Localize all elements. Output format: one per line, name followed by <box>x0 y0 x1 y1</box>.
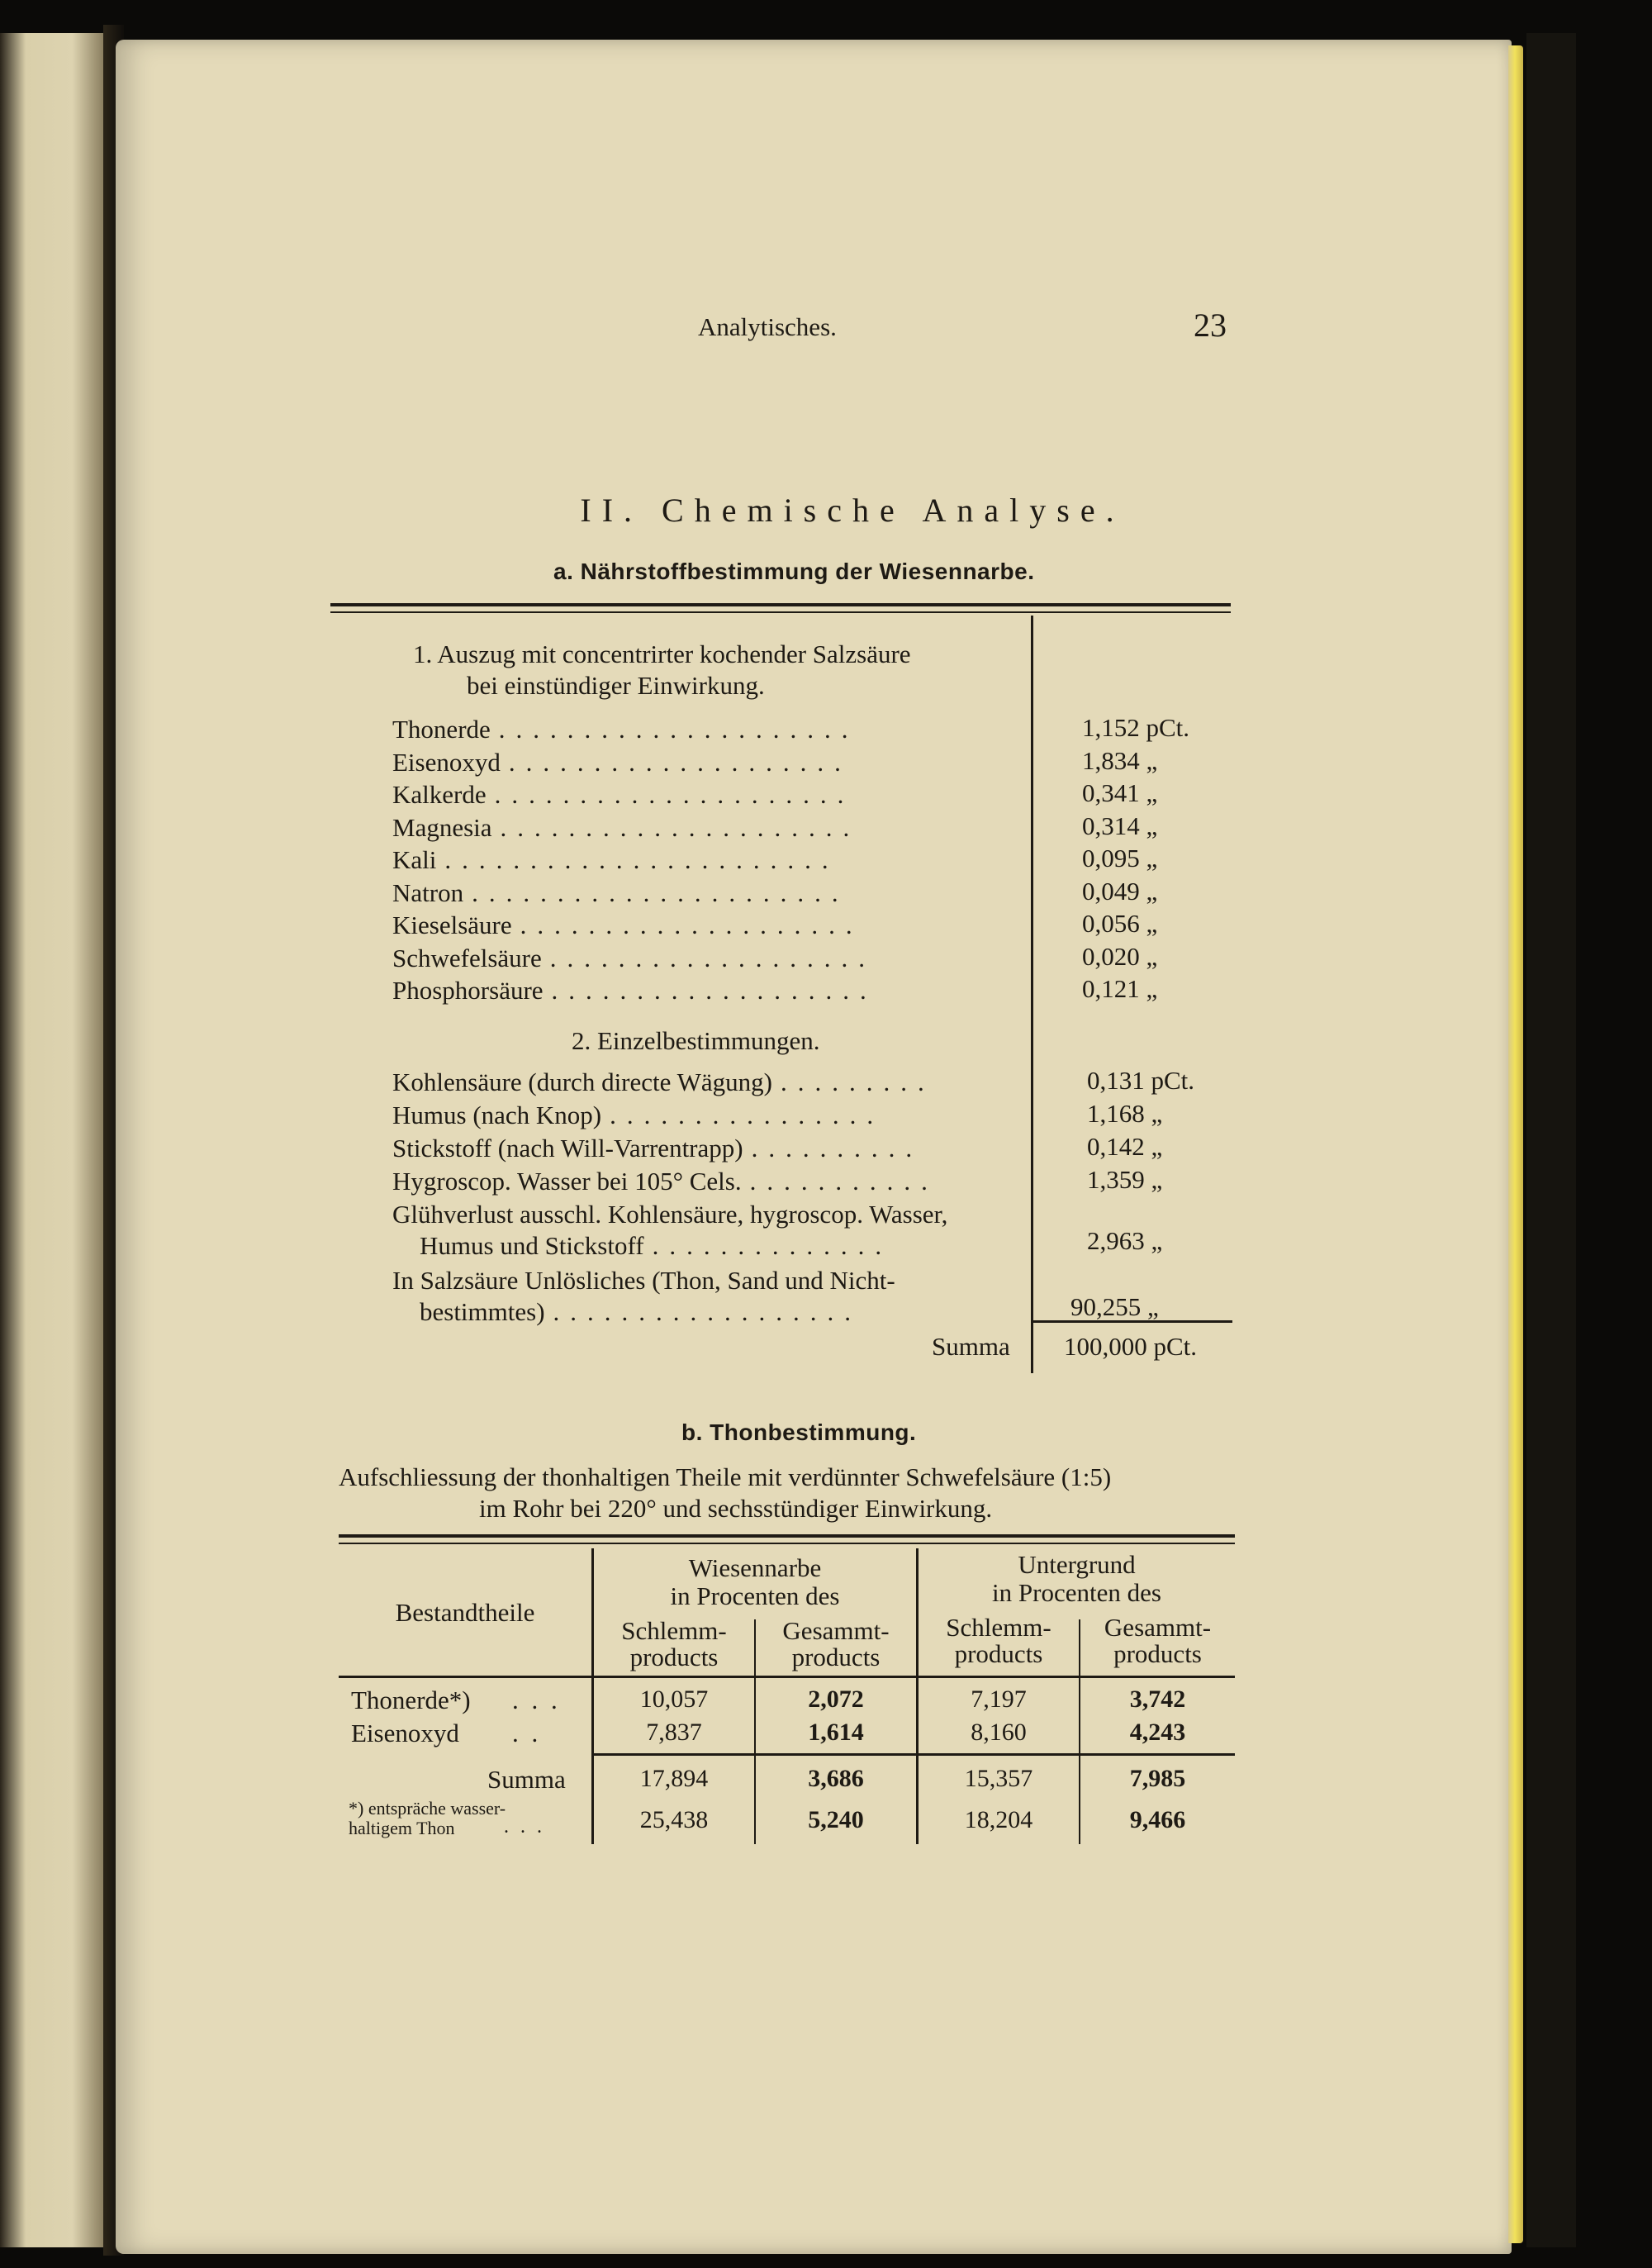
leader-dots: .................... <box>508 748 852 777</box>
table-cell-value: 1,614 <box>808 1719 864 1746</box>
ingredient-label: Natron <box>392 878 464 907</box>
table-cell-value: 7,985 <box>1129 1765 1186 1792</box>
page-number: 23 <box>1194 307 1227 344</box>
table-cell-value: 5,240 <box>808 1806 864 1833</box>
part-b-heading: b. Thonbestimmung. <box>681 1419 917 1445</box>
table-row-label: Thonerde*) <box>351 1686 471 1714</box>
determination-label-cont: Humus und Stickstoff <box>420 1231 644 1260</box>
summa-label: Summa <box>932 1332 1010 1361</box>
page-stack-edge <box>1508 45 1523 2243</box>
left-page-edge <box>0 33 103 2247</box>
leader-dots: . . <box>512 1719 542 1747</box>
leader-dots: ................... <box>549 944 876 972</box>
ingredient-value: 0,056 „ <box>1082 909 1158 938</box>
determination-value: 1,359 „ <box>1087 1165 1163 1194</box>
ingredient-value: 0,049 „ <box>1082 877 1158 906</box>
ingredient-label: Thonerde <box>392 715 491 744</box>
ingredient-value: 1,834 „ <box>1082 746 1158 775</box>
ingredient-value: 0,095 „ <box>1082 844 1158 872</box>
table-a-top-rule <box>330 603 1231 606</box>
col-bestandtheile: Bestandtheile <box>395 1598 535 1627</box>
table-b-top-rule-thin <box>339 1543 1235 1544</box>
sub-schlemm-w-1: Schlemm- <box>621 1616 727 1645</box>
ingredient-label: Phosphorsäure <box>392 976 544 1005</box>
group1-heading-line1: 1. Auszug mit concentrirter kochender Salzsäure <box>413 640 911 668</box>
book-cover <box>1526 33 1576 2247</box>
leader-dots: ..................... <box>500 813 861 842</box>
table-a-column-divider <box>1031 616 1033 1373</box>
determination-label: Stickstoff (nach Will-Varrentrapp) <box>392 1134 743 1163</box>
table-b-header-rule <box>339 1676 1235 1678</box>
leader-dots: .............. <box>652 1231 893 1260</box>
leader-dots: .................. <box>553 1297 862 1326</box>
leader-dots: .......... <box>751 1134 923 1163</box>
ingredient-label: Eisenoxyd <box>392 748 501 777</box>
ingredient-label: Kalkerde <box>392 780 487 809</box>
table-cell-value: 25,438 <box>639 1806 709 1833</box>
group2-heading: 2. Einzelbestimmungen. <box>572 1026 820 1055</box>
ingredient-value: 0,121 „ <box>1082 974 1158 1003</box>
table-cell-value: 4,243 <box>1129 1719 1186 1746</box>
table-b-top-rule <box>339 1534 1235 1538</box>
table-cell-value: 3,686 <box>808 1765 864 1792</box>
determination-value: 1,168 „ <box>1087 1099 1163 1128</box>
table-cell-value: 8,160 <box>971 1719 1027 1746</box>
section-title: II. Chemische Analyse. <box>580 492 1125 529</box>
table-cell-value: 3,742 <box>1129 1686 1186 1713</box>
part-b-intro-line1: Aufschliessung der thonhaltigen Theile mit verdünnter Schwefelsäure (1:5) <box>339 1462 1112 1491</box>
summa-value: 100,000 pCt. <box>1064 1332 1198 1361</box>
determination-label: Glühverlust ausschl. Kohlensäure, hygroscop. Wasser, <box>392 1200 948 1229</box>
determination-label: Hygroscop. Wasser bei 105° Cels. <box>392 1167 742 1196</box>
leader-dots: . . . <box>504 1816 545 1838</box>
leader-dots: ..................... <box>494 780 855 809</box>
determination-label: In Salzsäure Unlösliches (Thon, Sand und Nicht- <box>392 1266 895 1295</box>
table-cell-value: 10,057 <box>639 1686 709 1713</box>
determination-label: Humus (nach Knop) <box>392 1101 602 1129</box>
table-cell-value: 17,894 <box>639 1765 709 1792</box>
leader-dots: ..................... <box>498 715 859 744</box>
ingredient-label: Kieselsäure <box>392 911 512 939</box>
sub-schlemm-w-2: products <box>629 1643 719 1671</box>
sub-gesammt-w-2: products <box>791 1643 881 1671</box>
table-b-summa-rule <box>591 1753 1235 1756</box>
table-cell-value: 9,466 <box>1129 1806 1186 1833</box>
table-cell-value: 2,072 <box>808 1686 864 1713</box>
leader-dots: .................... <box>520 911 863 939</box>
sub-gesammt-u-2: products <box>1113 1639 1202 1668</box>
leader-dots: . . . <box>512 1686 561 1714</box>
ingredient-label: Magnesia <box>392 813 492 842</box>
table-a-top-rule-thin <box>330 611 1231 613</box>
determination-label-cont: bestimmtes) <box>420 1297 545 1326</box>
part-b-intro-line2: im Rohr bei 220° und sechsstündiger Einwirkung. <box>479 1494 993 1523</box>
part-a-heading: a. Nährstoffbestimmung der Wiesennarbe. <box>553 559 1035 584</box>
sub-schlemm-u-2: products <box>954 1639 1043 1668</box>
sub-schlemm-u-1: Schlemm- <box>946 1613 1051 1642</box>
leader-dots: ....................... <box>444 845 839 874</box>
footnote-label-line1: *) entspräche wasser- <box>349 1798 506 1819</box>
sub-gesammt-u-1: Gesammt- <box>1104 1613 1212 1642</box>
group-wiesennarbe-line1: Wiesennarbe <box>688 1553 822 1582</box>
leader-dots: ...................... <box>472 878 849 907</box>
sub-gesammt-w-1: Gesammt- <box>782 1616 890 1645</box>
leader-dots: ................... <box>551 976 877 1005</box>
leader-dots: ................ <box>610 1101 885 1129</box>
table-cell-value: 7,197 <box>971 1686 1027 1713</box>
determination-label: Kohlensäure (durch directe Wägung) <box>392 1067 772 1096</box>
leader-dots: ........... <box>749 1167 938 1196</box>
table-cell-value: 7,837 <box>646 1719 702 1746</box>
ingredient-value: 0,341 „ <box>1082 778 1158 807</box>
ingredient-value: 0,314 „ <box>1082 811 1158 840</box>
determination-value: 0,142 „ <box>1087 1132 1163 1161</box>
group-untergrund-line1: Untergrund <box>1018 1550 1136 1579</box>
running-title: Analytisches. <box>698 312 837 341</box>
group1-heading-line2: bei einstündiger Einwirkung. <box>467 671 765 700</box>
table-row-label: Eisenoxyd <box>351 1719 459 1747</box>
table-cell-value: 15,357 <box>964 1765 1033 1792</box>
group-wiesennarbe-line2: in Procenten des <box>670 1581 840 1610</box>
ingredient-label: Schwefelsäure <box>392 944 542 972</box>
determination-value: 90,255 „ <box>1070 1292 1159 1321</box>
table-row-label: Summa <box>487 1765 566 1794</box>
determination-value: 0,131 pCt. <box>1087 1066 1195 1095</box>
table-cell-value: 18,204 <box>964 1806 1033 1833</box>
leader-dots: ......... <box>780 1067 935 1096</box>
footnote-label-line2: haltigem Thon <box>349 1818 455 1838</box>
determination-value: 2,963 „ <box>1087 1226 1163 1255</box>
ingredient-label: Kali <box>392 845 437 874</box>
ingredient-value: 0,020 „ <box>1082 942 1158 971</box>
ingredient-value: 1,152 pCt. <box>1082 713 1190 742</box>
group-untergrund-line2: in Procenten des <box>992 1578 1161 1607</box>
